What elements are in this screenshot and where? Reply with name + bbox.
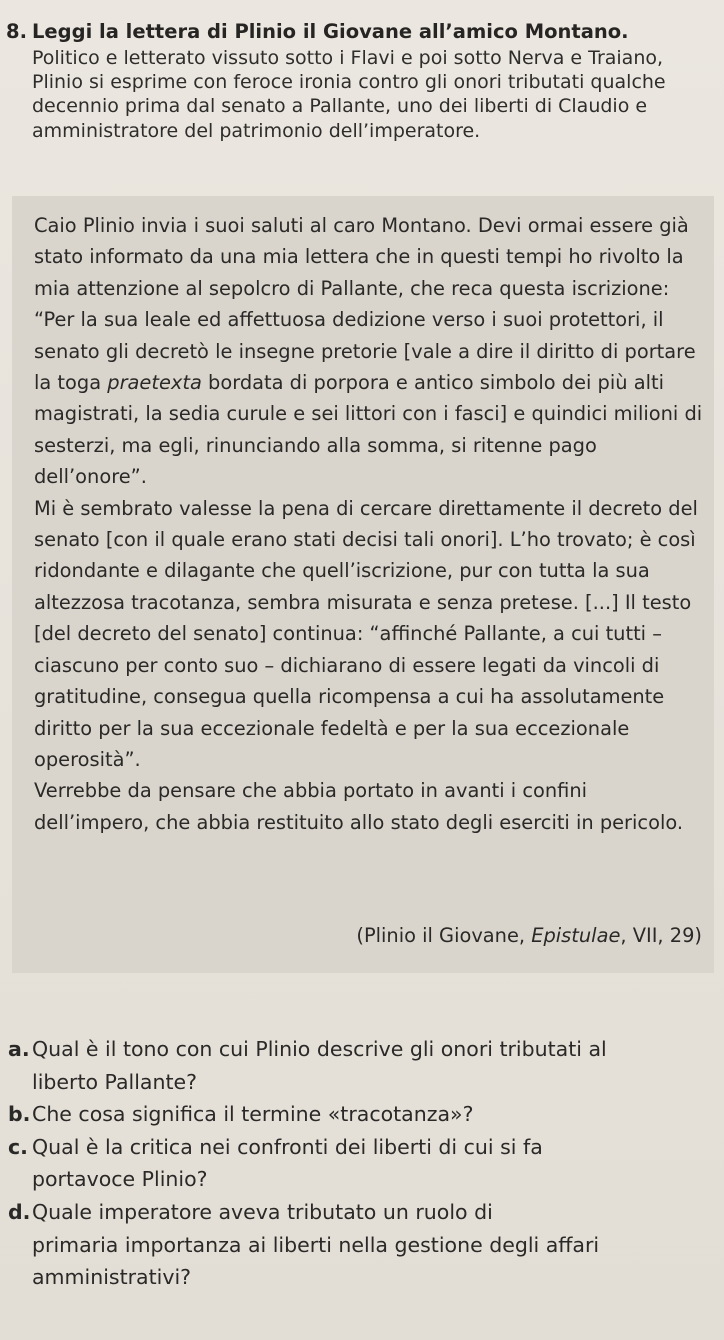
reading-paragraph-3: Verrebbe da pensare che abbia portato in avanti i confini dell’impero, che abbia restituito allo stato degli eserciti in pericolo. (34, 779, 684, 834)
citation-reference: , VII, 29) (620, 924, 702, 947)
praetexta-term: praetexta (107, 371, 202, 395)
question-text (32, 1131, 708, 1196)
question-a (8, 1033, 708, 1098)
question-text (32, 1196, 708, 1294)
paragraph-1-text-a: Caio Plinio invia i suoi saluti al caro Montano. Devi ormai essere già stato informato da una mia lettera che in questi tempi ho rivolto la mia attenzione al sepolcro di Pallante, che reca questa iscrizione: “Per la sua leale ed affettuosa dedizione verso i suoi protettori, il senato gli decretò le insegne pretorie [vale a dire il diritto di portare la toga (34, 214, 696, 395)
paragraph-1-text-b: bordata di porpora e antico simbolo dei più alti magistrati, la sedia curule e sei littori con i fasci] e quindici milioni di sesterzi, ma egli, rinunciando alla somma, si ritenne pago dell’onore”. (34, 371, 703, 489)
question-b (8, 1098, 708, 1131)
citation-author: (Plinio il Giovane, (356, 924, 532, 947)
exercise-header (6, 20, 706, 143)
question-a-line-2: liberto Pallante? (32, 1069, 198, 1094)
question-c-line-2: portavoce Plinio? (32, 1167, 208, 1192)
questions-list (8, 1033, 708, 1294)
question-d-line-1: Quale imperatore aveva tributato un ruolo di (32, 1199, 493, 1224)
question-c-line-1: Qual è la critica nei confronti dei liberti di cui si fa (32, 1134, 543, 1159)
exercise-title (6, 20, 706, 44)
source-citation (356, 924, 702, 947)
question-text (32, 1033, 708, 1098)
reading-paragraph-2: Mi è sembrato valesse la pena di cercare direttamente il decreto del senato [con il quale erano stati decisi tali onori]. L’ho trovato; è così ridondante e dilagante che quell’iscrizione, pur con tutta la sua altezzosa tracotanza, sembra misurata e senza pretese. [...] Il testo [del decreto del senato] continua: “affinché Pallante, a cui tutti – ciascuno per conto suo – dichiarano di essere legati da vincoli di gratitudine, consegua quella ricompensa a cui ha assolutamente diritto per la sua eccezionale fedeltà e per la sua eccezionale operosità”. (34, 496, 698, 771)
exercise-intro: Politico e letterato vissuto sotto i Flavi e poi sotto Nerva e Traiano, Plinio si esprime con feroce ironia contro gli onori tributati qualche decennio prima dal senato a Pallante, uno dei liberti di Claudio e amministratore del patrimonio dell’imperatore. (32, 47, 666, 142)
question-d-line-2: primaria importanza ai liberti nella gestione degli affari (32, 1232, 600, 1257)
question-letter: c. (8, 1134, 28, 1159)
exercise-title-text: Leggi la lettera di Plinio il Giovane all’amico Montano. (32, 20, 629, 43)
citation-work: Epistulae (531, 924, 621, 947)
question-d (8, 1196, 708, 1294)
reading-passage-box (12, 196, 714, 973)
exercise-number: 8. (6, 20, 27, 43)
question-a-line-1: Qual è il tono con cui Plinio descrive gli onori tributati al (32, 1037, 607, 1061)
question-c (8, 1131, 708, 1196)
question-text: Che cosa significa il termine «tracotanza»? (32, 1102, 474, 1127)
question-letter: a. (8, 1037, 30, 1061)
question-d-line-3: amministrativi? (32, 1265, 192, 1290)
question-letter: b. (8, 1102, 31, 1127)
reading-passage (34, 210, 704, 838)
question-letter: d. (8, 1199, 31, 1224)
reading-paragraph-1 (34, 210, 704, 493)
